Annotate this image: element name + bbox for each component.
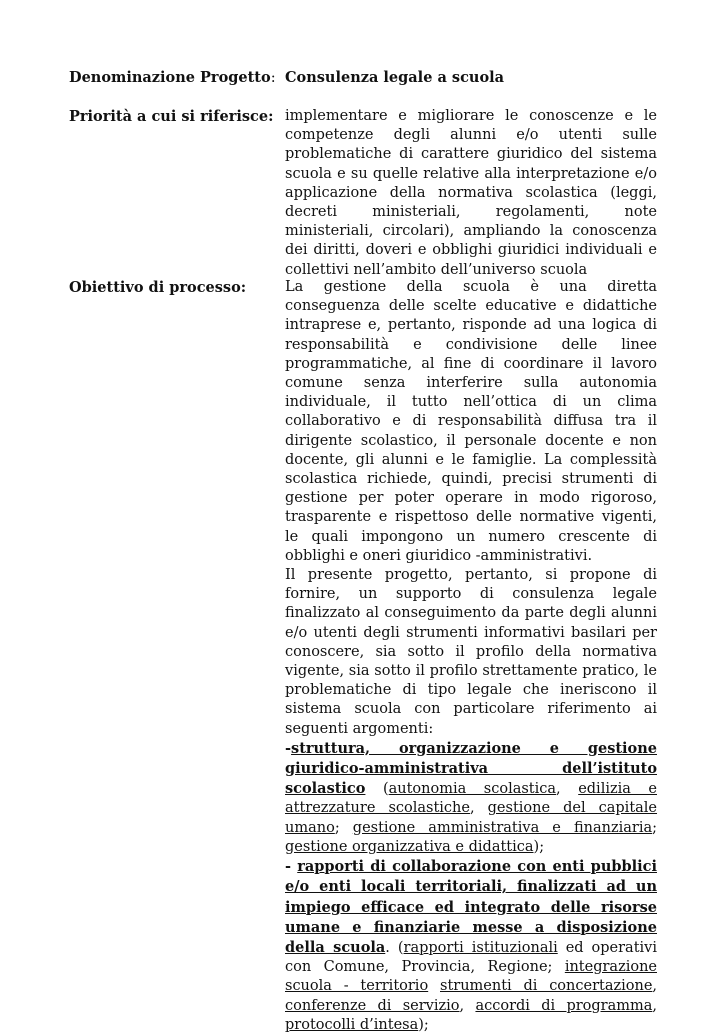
project-name: Consulenza legale a scuola [285,69,505,86]
item1-heading: struttura, organizzazione e gestione giuridico-amministrativa dell’istituto scolastico [285,739,657,798]
item2-topic-1: rapporti istituzionali [403,939,558,956]
item2-topic-5: accordi di programma [475,997,653,1014]
item2-topic-3: strumenti di concertazione [440,978,653,995]
item1-topic-3: gestione del capitale umano [285,800,658,836]
label-denominazione-colon: : [270,70,276,86]
label-denominazione [69,68,285,88]
label-obiettivo: Obiettivo di processo: [69,279,247,296]
item2-heading: rapporti di collaborazione con enti pubblici e/o enti locali territoriali, finalizzati ad un impiego efficace ed integrato delle risorse umane e finanziarie messe a disposizione della scuola [285,858,657,956]
obiettivo-paragraph-2: Il presente progetto, pertanto, si propone di fornire, un supporto di consulenza legale finalizzato al conseguimento da parte degli alunni e/o utenti degli strumenti informativi basilari per conoscere, sia sotto il profilo della normativa vigente, sia sotto il profilo strettamente pratico, le problematiche di tipo legale che ineriscono il sistema scuola con particolare riferimento ai seguenti argomenti: [285,567,657,737]
argument-item-2 [285,857,657,1035]
item1-open: ( [365,781,389,798]
item2-sep-3: , [652,978,658,995]
item2-dot: . [385,939,390,956]
item2-dash: - [285,858,298,876]
item2-topic-6: protocolli d’intesa [285,1016,419,1033]
item1-dash: - [285,739,292,757]
item1-close: ); [533,838,545,855]
label-denominazione-text: Denominazione Progetto [69,69,271,86]
priorita-text: implementare e migliorare le conoscenze e le competenze degli alunni e/o utenti sulle problematiche di carattere giuridico del sistema scuola e su quelle relative alla interpretazione e/o applicazione della normativa scolastica (leggi, decreti ministeriali, regolamenti, note ministeriali, circolari), ampliando la conoscenza dei diritti, doveri e obblighi giuridici individuali e collettivi nell’ambito dell’universo scuola [285,108,657,278]
item1-topic-1: autonomia scolastica [388,781,557,798]
item1-topic-2: edilizia e attrezzature scolastiche [285,781,657,817]
item2-sep-2 [428,978,440,994]
item2-sep-4: , [459,997,476,1014]
item2-topic-4: conferenze di servizio [285,997,460,1014]
obiettivo-text [285,278,657,1035]
item1-sep-2: , [469,800,488,817]
label-priorita: Priorità a cui si riferisce: [69,108,274,125]
item2-sep-1: ed operativi con Comune, Provincia, Regione; [285,939,657,976]
item2-sep-5: , [652,997,657,1014]
row-priorita [69,107,657,280]
obiettivo-paragraph-1: La gestione della scuola è una diretta conseguenza delle scelte educative e didattiche intraprese e, pertanto, risponde ad una logica di responsabilità e condivisione delle linee programmatiche, al fine di coordinare il lavoro comune senza interferire sulla autonomia individuale, il tutto nell’ottica di un clima collaborativo e di responsabilità diffusa tra il dirigente scolastico, il personale docente e non docente, gli alunni e le famiglie. La complessità scolastica richiede, quindi, precisi strumenti di gestione per poter operare in modo rigoroso, trasparente e rispettoso delle normative vigenti, le quali impongono un numero crescente di obblighi e oneri giuridico -amministrativi. [285,279,657,564]
item1-sep-1: , [556,781,579,798]
row-denominazione [69,68,657,88]
item2-open: ( [389,939,404,956]
row-obiettivo [69,278,657,1035]
item1-sep-4: ; [652,819,657,836]
item1-topic-5: gestione organizzativa e didattica [285,838,534,855]
item1-topic-4: gestione amministrativa e finanziaria [352,819,653,836]
item2-close: ); [418,1016,429,1033]
item2-topic-2: integrazione scuola - territorio [285,959,657,995]
item1-sep-3: ; [334,819,353,836]
argument-item-1 [285,739,657,857]
